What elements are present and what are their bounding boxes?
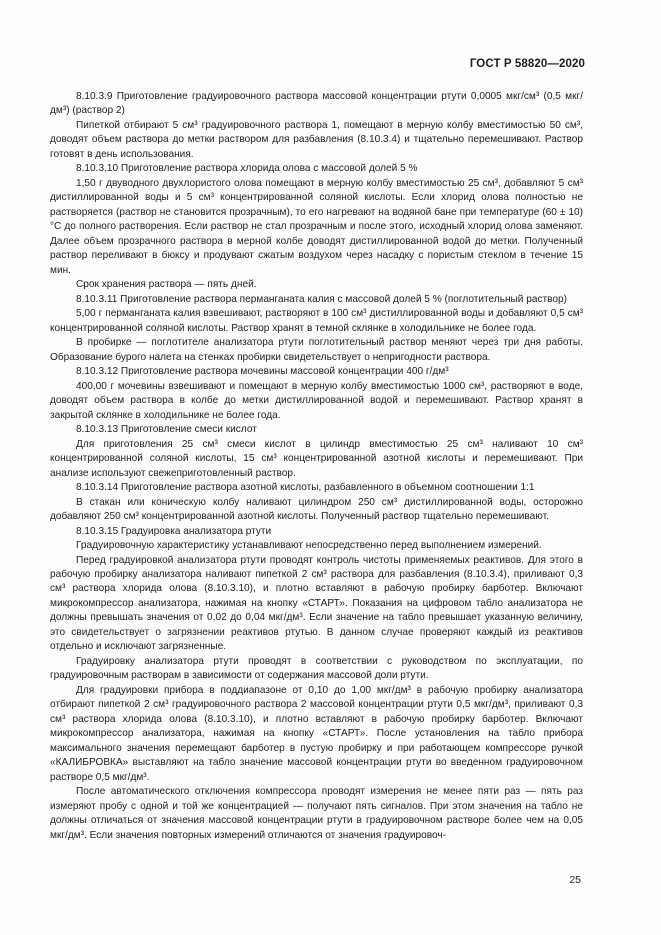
paragraph: 1,50 г двуводного двухлористого олова помещают в мерную колбу вместимостью 25 см³, добавляют 5 см³ дистиллированной воды и 5 см³ концентрированной соляной кислоты. Если хлорид олова полностью не растворяется (раствор не становится прозрачным), то его нагревают на водяной бане при температуре (60 ± 10) °С до полного растворения. Если раствор не стал прозрачным и после этого, исходный хлорид олова заменяют. Далее объем прозрачного раствора в мерной колбе доводят дистиллированной водой до метки. Полученный раствор переливают в бюксу и продувают сжатым воздухом через насадку с пористым стеклом в течение 15 мин. <box>50 177 583 276</box>
paragraph: Срок хранения раствора — пять дней. <box>76 279 257 291</box>
section-heading: 8.10.3.9 Приготовление градуировочного раствора массовой концентрации ртути 0,0005 мкг/см³ (0,5 мкг/дм³) (раствор 2) <box>50 91 583 117</box>
paragraph: Для градуировки прибора в поддиапазоне от 0,10 до 1,00 мкг/дм³ в рабочую пробирку анализатора отбирают пипеткой 2 см³ градуировочного раствора 2 массовой концентрации ртути 0,5 мкг/дм³, приливают 0,3 см³ раствора хлорида олова (8.10.3.10), и плотно вставляют в рабочую пробирку барботер. Включают микрокомпрессор анализатора, нажимая на кнопку «СТАРТ». После установления на табло прибора максимального значения перемещают барботер в пустую пробирку и при работающем компрессоре ручкой «КАЛИБРОВКА» выставляют на табло значение массовой концентрации ртути во введенном градуировочном растворе 0,5 мкг/дм³. <box>50 684 583 783</box>
paragraph: 400,00 г мочевины взвешивают и помещают в мерную колбу вместимостью 1000 см³, растворяют в воде, доводят объем раствора в колбе до метки дистиллированной водой и перемешивают. Раствор хранят в закрытой склянке в холодильнике не более года. <box>50 380 583 421</box>
section-heading: 8.10.3.11 Приготовление раствора перманганата калия с массовой долей 5 % (поглотительный раствор) <box>76 293 567 305</box>
section-heading: 8.10.3.13 Приготовление смеси кислот <box>76 424 257 436</box>
section-heading: 8.10.3.14 Приготовление раствора азотной кислоты, разбавленного в объемном соотношении 1:1 <box>76 482 535 494</box>
section-heading: 8.10.3.10 Приготовление раствора хлорида олова с массовой долей 5 % <box>76 163 418 175</box>
standard-header: ГОСТ Р 58820—2020 <box>469 58 585 70</box>
section-heading: 8.10.3.12 Приготовление раствора мочевины массовой концентрации 400 г/дм³ <box>76 366 449 378</box>
section-heading: 8.10.3.15 Градуировка анализатора ртути <box>76 525 272 537</box>
paragraph: 5,00 г перманганата калия взвешивают, растворяют в 100 см³ дистиллированной воды и добавляют 0,5 см³ концентрированной соляной кислоты. Раствор хранят в темной склянке в холодильнике не более года. <box>50 308 583 334</box>
paragraph: Пипеткой отбирают 5 см³ градуировочного раствора 1, помещают в мерную колбу вместимостью 50 см³, доводят объем раствора до метки раствором для разбавления (8.10.3.4) и тщательно перемешивают. Раствор готовят в день использования. <box>50 119 583 160</box>
paragraph: Градуировочную характеристику устанавливают непосредственно перед выполнением измерений. <box>76 540 542 552</box>
paragraph: Для приготовления 25 см³ смеси кислот в цилиндр вместимостью 25 см³ наливают 10 см³ концентрированной соляной кислоты, 15 см³ концентрированной азотной кислоты и перемешивают. При анализе используют свежеприготовленный раствор. <box>50 438 583 479</box>
document-body <box>50 90 583 843</box>
paragraph: В пробирке — поглотителе анализатора ртути поглотительный раствор меняют через три дня работы. Образование бурого налета на стенках пробирки свидетельствует о непригодности раствора. <box>50 337 583 363</box>
page-number: 25 <box>569 874 581 886</box>
paragraph: После автоматического отключения компрессора проводят измерения не менее пяти раз — пять раз измеряют пробу с одной и той же концентрацией — получают пять сигналов. При этом значения на табло не должны отличаться от значения массовой концентрации ртути в градуировочном растворе более чем на 0,05 мкг/дм³. Если значения повторных измерений отличаются от значения градуировоч- <box>50 786 583 841</box>
paragraph: Перед градуировкой анализатора ртути проводят контроль чистоты применяемых реактивов. Для этого в рабочую пробирку анализатора наливают пипеткой 2 см³ раствора для разбавления (8.10.3.4), приливают 0,3 см³ раствора хлорида олова (8.10.3.10), и плотно вставляют в рабочую пробирку барботер. Включают микрокомпрессор анализатора, нажимая на кнопку «СТАРТ». Показания на цифровом табло анализатора не должны превышать значения от 0,02 до 0,04 мкг/дм³. Если значение на табло превышает указанную величину, это свидетельствует о загрязнении реактивов ртутью. В данном случае проверяют каждый из реактивов отдельно и исключают загрязненные. <box>50 554 583 653</box>
paragraph: В стакан или коническую колбу наливают цилиндром 250 см³ дистиллированной воды, осторожно добавляют 250 см³ концентрированной азотной кислоты. Полученный раствор тщательно перемешивают. <box>50 496 583 523</box>
paragraph: Градуировку анализатора ртути проводят в соответствии с руководством по эксплуатации, по градуировочным растворам в зависимости от содержания массовой доли ртути. <box>50 655 583 682</box>
